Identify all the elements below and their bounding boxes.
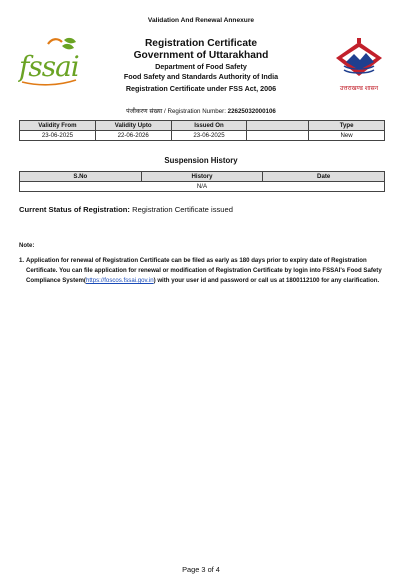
type-header: Type	[309, 121, 385, 131]
annex-title: Validation And Renewal Annexure	[147, 17, 255, 24]
validity-upto-header: Validity Upto	[95, 121, 171, 131]
suspension-empty-cell: N/A	[20, 182, 385, 192]
note-label: Note:	[19, 243, 35, 249]
registration-number-label: पंजीकरण संख्या / Registration Number:	[126, 108, 226, 115]
note-text-before: Application for renewal of Registration Certificate can be filed as early as 180 days prior to expiry date of Registration Certificate. You can file application for renewal or modification of Registration Certificate by login into FSSAI's Food Safety Compliance System(	[26, 257, 382, 284]
validity-from-cell: 23-06-2025	[20, 131, 96, 141]
status-label: Current Status of Registration:	[19, 205, 130, 214]
type-cell: New	[309, 131, 385, 141]
issued-on-cell: 23-06-2025	[171, 131, 247, 141]
history-header: History	[141, 172, 263, 182]
blank-header	[247, 121, 309, 131]
note-text	[26, 256, 387, 286]
department-name: Department of Food Safety	[155, 62, 247, 71]
validity-table	[19, 120, 385, 141]
note-text-after: ) with your user id and password or call us at 1800112100 for any clarification.	[153, 277, 380, 284]
validity-from-header: Validity From	[20, 121, 96, 131]
suspension-history-table	[19, 171, 385, 192]
date-header: Date	[263, 172, 385, 182]
svg-text:fssai: fssai	[19, 50, 79, 83]
blank-cell	[247, 131, 309, 141]
note-number: 1.	[19, 257, 25, 264]
status-value: Registration Certificate issued	[132, 205, 233, 214]
fssai-logo	[18, 36, 80, 92]
registration-status	[19, 205, 233, 214]
table-row	[20, 182, 385, 192]
suspension-history-title: Suspension History	[164, 156, 238, 165]
validity-upto-cell: 22-06-2026	[95, 131, 171, 141]
government-name: Government of Uttarakhand	[133, 50, 269, 61]
validity-header-row	[20, 121, 385, 131]
registration-number-line	[0, 106, 402, 115]
issued-on-header: Issued On	[171, 121, 247, 131]
note-item	[19, 256, 387, 286]
act-name: Registration Certificate under FSS Act, 2006	[125, 84, 277, 93]
foscos-link[interactable]: https://foscos.fssai.gov.in	[85, 277, 154, 284]
uttarakhand-seal-logo	[330, 36, 388, 96]
suspension-header-row	[20, 172, 385, 182]
sno-header: S.No	[20, 172, 142, 182]
registration-number-value: 22625032000106	[227, 108, 276, 115]
seal-caption: उत्तराखण्ड शासन	[339, 85, 379, 92]
certificate-title: Registration Certificate	[144, 38, 258, 49]
page-number: Page 3 of 4	[182, 565, 220, 574]
table-row	[20, 131, 385, 141]
authority-name: Food Safety and Standards Authority of India	[123, 72, 279, 81]
